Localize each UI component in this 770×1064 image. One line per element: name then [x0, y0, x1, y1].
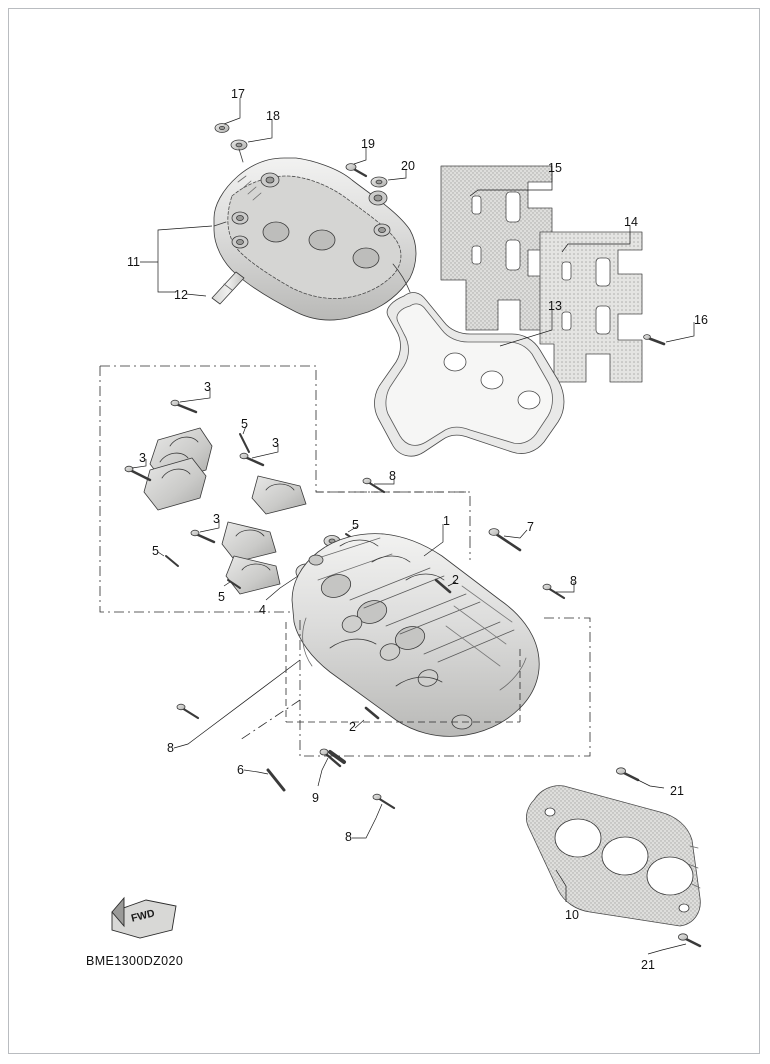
part-10-head-gasket — [526, 786, 700, 926]
callout-21-upper: 21 — [670, 784, 684, 798]
part-1-cylinder-head — [292, 534, 539, 737]
callout-2-lower: 2 — [349, 720, 356, 734]
callout-9: 9 — [312, 791, 319, 805]
callout-7: 7 — [527, 520, 534, 534]
part-16-dowel — [644, 335, 664, 344]
callout-4: 4 — [259, 603, 266, 617]
callout-3-upper: 3 — [204, 380, 211, 394]
callout-19: 19 — [361, 137, 375, 151]
callout-10: 10 — [565, 908, 579, 922]
callout-3-left: 3 — [139, 451, 146, 465]
callout-8-left: 8 — [167, 741, 174, 755]
part-camshaft-caps — [144, 428, 306, 594]
part-18-bolt — [231, 140, 247, 162]
callout-5-left: 5 — [152, 544, 159, 558]
callout-15: 15 — [548, 161, 562, 175]
callout-20: 20 — [401, 159, 415, 173]
part-9-plug — [320, 749, 344, 766]
fwd-label: FWD — [129, 907, 157, 925]
callout-18: 18 — [266, 109, 280, 123]
callout-5-lower: 5 — [218, 590, 225, 604]
callout-5-right: 5 — [352, 518, 359, 532]
part-12-plate — [212, 272, 244, 304]
callout-14: 14 — [624, 215, 638, 229]
callout-17: 17 — [231, 87, 245, 101]
callout-8-bottom: 8 — [345, 830, 352, 844]
callout-6: 6 — [237, 763, 244, 777]
callout-5-upper: 5 — [241, 417, 248, 431]
callout-2-upper: 2 — [452, 573, 459, 587]
part-code-label: BME1300DZ020 — [86, 954, 184, 968]
callout-13: 13 — [548, 299, 562, 313]
part-15-gasket — [441, 166, 552, 330]
part-17-washer — [215, 124, 229, 133]
callout-8-right: 8 — [570, 574, 577, 588]
callout-3-mid: 3 — [272, 436, 279, 450]
callout-12: 12 — [174, 288, 188, 302]
callout-11: 11 — [127, 255, 140, 269]
callout-3-lower: 3 — [213, 512, 220, 526]
callout-1: 1 — [443, 514, 450, 528]
callout-8-top: 8 — [389, 469, 396, 483]
callout-21-lower: 21 — [641, 958, 655, 972]
callout-16: 16 — [694, 313, 708, 327]
part-7-bolt — [489, 529, 520, 550]
part-19-bolt — [346, 164, 366, 176]
part-20-washer — [371, 177, 387, 187]
part-6-pin — [268, 770, 284, 790]
